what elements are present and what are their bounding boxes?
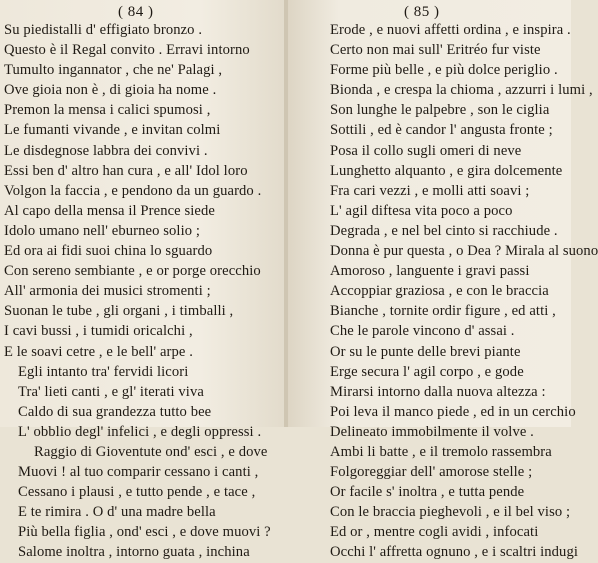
- verse-line-right: Folgoreggiar dell' amorose stelle ;: [330, 464, 533, 481]
- verse-line-left: Caldo di sua grandezza tutto bee: [18, 403, 212, 420]
- verse-lines-left: [4, 20, 271, 563]
- verse-line-left: Tumulto ingannator , che ne' Palagi ,: [4, 62, 223, 79]
- verse-line-left: Salome inoltra , intorno guata , inchina: [18, 544, 250, 561]
- verse-line-right: Bianche , tornite ordir figure , ed atti ,: [330, 303, 556, 320]
- page-number-right: ( 85 ): [404, 4, 440, 20]
- verse-line-left: Premon la mensa i calici spumosi ,: [4, 102, 211, 119]
- verse-line-right: Son lunghe le palpebre , son le ciglia: [330, 102, 550, 119]
- verse-line-left: All' armonia dei musici stromenti ;: [4, 283, 211, 300]
- verse-line-right: Sottili , ed è candor l' angusta fronte ;: [330, 122, 553, 139]
- verse-line-left: Ed ora ai fidi suoi china lo sguardo: [4, 243, 213, 260]
- verse-line-right: Occhi l' affretta ognuno , e i scaltri indugi: [330, 544, 578, 561]
- verse-line-left: Le disdegnose labbra dei convivi .: [4, 142, 208, 159]
- verse-line-left: E te rimira . O d' una madre bella: [18, 504, 216, 521]
- verse-line-right: Bionda , e crespa la chioma , azzurri i lumi ,: [330, 82, 593, 99]
- verse-line-left: Questo è il Regal convito . Erravi intorno: [4, 42, 250, 59]
- verse-line-right: Certo non mai sull' Eritréo fur viste: [330, 42, 541, 59]
- verse-line-right: Ed or , mentre cogli avidi , infocati: [330, 524, 539, 541]
- verse-line-right: Lunghetto alquanto , e gira dolcemente: [330, 162, 563, 179]
- verse-line-right: Or facile s' inoltra , e tutta pende: [330, 484, 525, 501]
- verse-line-left: Raggio di Gioventute ond' esci , e dove: [34, 443, 268, 460]
- verse-line-left: Le fumanti vivande , e invitan colmi: [4, 122, 221, 139]
- verse-line-left: E le soavi cetre , e le bell' arpe .: [4, 343, 193, 360]
- verse-line-right: Con le braccia pieghevoli , e il bel viso ;: [330, 504, 571, 521]
- verse-line-right: Erge secura l' agil corpo , e gode: [330, 363, 524, 380]
- verse-line-left: I cavi bussi , i tumidi oricalchi ,: [4, 323, 193, 340]
- verse-line-left: Volgon la faccia , e pendono da un guardo .: [4, 182, 262, 199]
- verse-line-right: Che le parole vincono d' assai .: [330, 323, 515, 340]
- verse-line-left: Su piedistalli d' effigiato bronzo .: [4, 22, 203, 38]
- verse-line-right: Amoroso , languente i gravi passi: [330, 263, 530, 280]
- verse-line-right: Degrada , e nel bel cinto si racchiude .: [330, 222, 558, 239]
- verse-line-right: Forme più belle , e più dolce periglio .: [330, 62, 558, 79]
- verse-line-left: L' obblio degl' infelici , e degli oppressi .: [18, 423, 262, 440]
- verse-line-right: Posa il collo sugli omeri di neve: [330, 142, 522, 159]
- verse-line-left: Ove gioia non è , di gioia ha nome .: [4, 82, 217, 99]
- verse-line-left: Tra' lieti canti , e gl' iterati viva: [18, 383, 204, 400]
- verse-line-left: Muovi ! al tuo comparir cessano i canti ,: [18, 464, 259, 481]
- verse-line-right: Fra cari vezzi , e molli atti soavi ;: [330, 182, 530, 199]
- verse-line-left: Egli intanto tra' fervidi licori: [18, 363, 189, 380]
- verse-line-left: Idolo umano nell' eburneo solio ;: [4, 222, 201, 239]
- verse-line-right: Ambi li batte , e il tremolo rassembra: [330, 443, 552, 460]
- verse-line-right: Or su le punte delle brevi piante: [330, 343, 521, 360]
- verse-lines-right: [330, 20, 598, 563]
- verse-line-left: Suonan le tube , gli organi , i timballi ,: [4, 303, 234, 320]
- verse-line-right: Delineato immobilmente il volve .: [330, 423, 534, 440]
- verse-line-right: Donna è pur questa , o Dea ? Mirala al suono: [330, 243, 598, 260]
- verse-line-left: Più bella figlia , ond' esci , e dove muovi ?: [18, 524, 271, 541]
- left-page: [0, 0, 286, 561]
- verse-line-right: Erode , e nuovi affetti ordina , e inspira .: [330, 22, 571, 38]
- verse-line-left: Essi ben d' altro han cura , e all' Idol loro: [4, 162, 248, 179]
- verse-line-right: Mirarsi intorno dalla nuova altezza :: [330, 383, 546, 400]
- right-page: [288, 0, 598, 561]
- verse-line-left: Con sereno sembiante , e or porge orecchio: [4, 263, 261, 280]
- page-number-left: ( 84 ): [118, 4, 154, 20]
- verse-line-right: Poi leva il manco piede , ed in un cerchio: [330, 403, 576, 420]
- verse-line-left: Al capo della mensa il Prence siede: [4, 202, 215, 219]
- verse-line-left: Cessano i plausi , e tutto pende , e tace ,: [18, 484, 256, 501]
- verse-line-right: Accoppiar graziosa , e con le braccia: [330, 283, 549, 300]
- verse-line-right: L' agil diftesa vita poco a poco: [330, 202, 513, 219]
